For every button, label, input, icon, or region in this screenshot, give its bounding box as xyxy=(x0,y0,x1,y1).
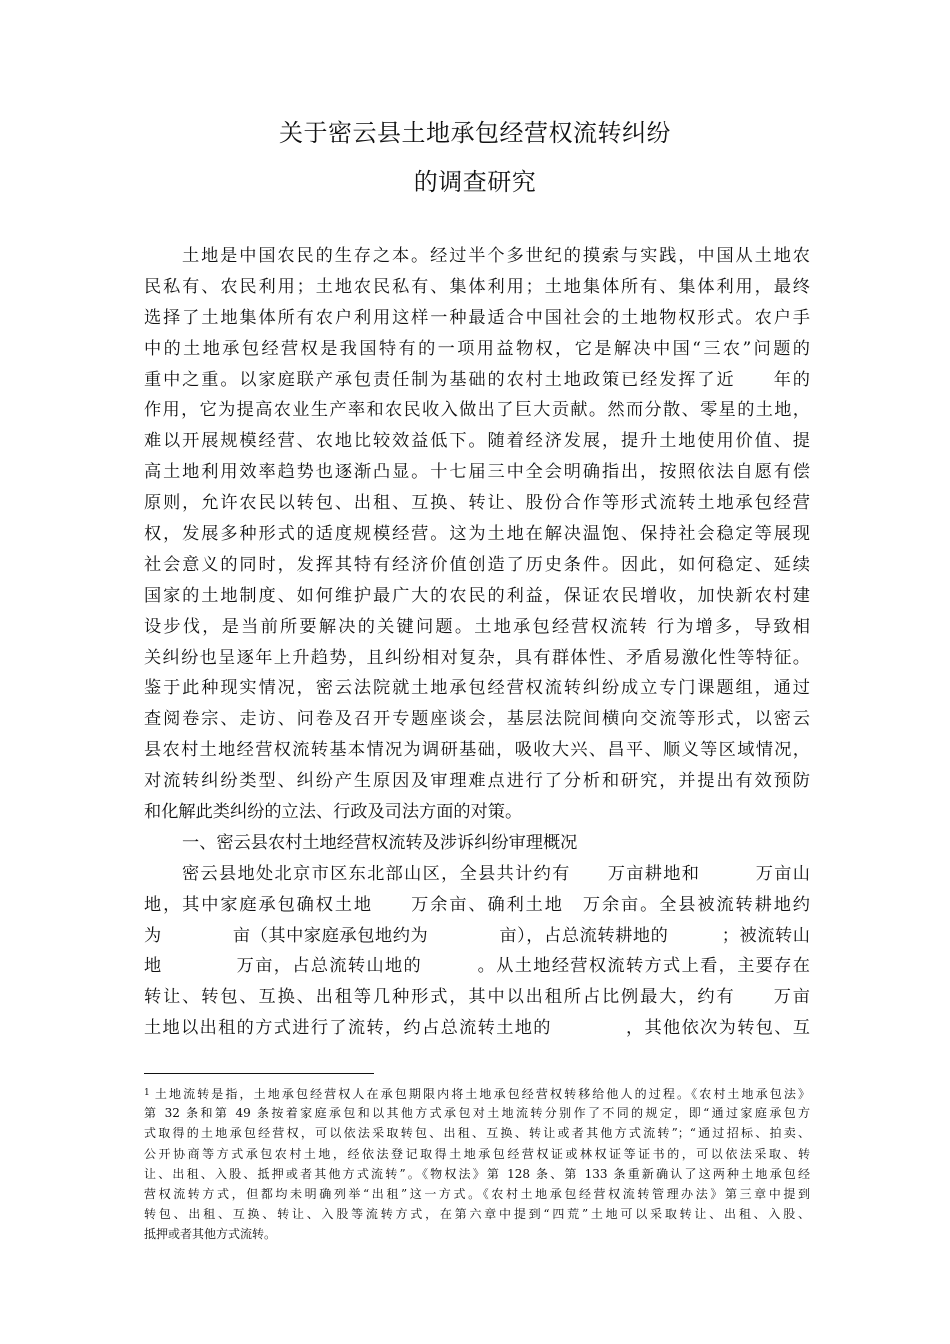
document-body xyxy=(144,241,810,1044)
body-line: 县农村土地经营权流转基本情况为调研基础，吸收大兴、昌平、顺义等区域情况， xyxy=(144,740,810,761)
body-line: 转让、转包、互换、出租等几种形式，其中以出租所占比例最大，约有 万亩 xyxy=(144,987,810,1008)
body-line: 选择了土地集体所有农户利用这样一种最适合中国社会的土地物权形式。农户手 xyxy=(144,307,810,328)
footnote-line: 公开协商等方式承包农村土地，经依法登记取得土地承包经营权证或林权证等证书的，可以依法采取、转 xyxy=(144,1146,810,1161)
footnote-line: 转包、出租、互换、转让、入股等流转方式，在第六章中提到“四荒”土地可以采取转让、出租、入股、 xyxy=(144,1207,810,1222)
body-line: 为 亩（其中家庭承包地约为 亩），占总流转耕地的 ；被流转山 xyxy=(144,925,810,946)
body-line: 重中之重。以家庭联产承包责任制为基础的农村土地政策已经发挥了近 年的 xyxy=(144,369,810,390)
body-line: 地，其中家庭承包确权土地 万余亩、确利土地 万余亩。全县被流转耕地约 xyxy=(144,894,810,915)
body-line: 社会意义的同时，发挥其特有经济价值创造了历史条件。因此，如何稳定、延续 xyxy=(144,554,810,575)
body-line: 高土地利用效率趋势也逐渐凸显。十七届三中全会明确指出，按照依法自愿有偿 xyxy=(144,462,810,483)
footnote-line: 第 32 条和第 49 条按着家庭承包和以其他方式承包对土地流转分别作了不同的规定，即“通过家庭承包方 xyxy=(144,1106,810,1121)
footnote-line: 式取得的土地承包经营权，可以依法采取转包、出租、互换、转让或者其他方式流转”；“通过招标、拍卖、 xyxy=(144,1126,810,1141)
footnote-separator xyxy=(144,1073,374,1074)
body-line: 设步伐，是当前所要解决的关键问题。土地承包经营权流转 行为增多，导致相 xyxy=(144,616,810,637)
body-line: 中的土地承包经营权是我国特有的一项用益物权，它是解决中国“三农”问题的 xyxy=(144,338,810,359)
body-line: 难以开展规模经营、农地比较效益低下。随着经济发展，提升土地使用价值、提 xyxy=(144,431,810,452)
body-line: 和化解此类纠纷的立法、行政及司法方面的对策。 xyxy=(144,802,523,823)
document-title-line-1: 关于密云县土地承包经营权流转纠纷 xyxy=(279,119,671,147)
footnote-line: 抵押或者其他方式流转。 xyxy=(144,1227,277,1242)
body-line: 权，发展多种形式的适度规模经营。这为土地在解决温饱、保持社会稳定等展现 xyxy=(144,524,810,545)
body-line: 土地是中国农民的生存之本。经过半个多世纪的摸索与实践，中国从土地农 xyxy=(182,246,810,266)
footnote-line xyxy=(144,1083,810,1103)
footnote-line: 让、出租、入股、抵押或者其他方式流转”。《物权法》第 128 条、第 133 条重新确认了这两种土地承包经 xyxy=(144,1166,810,1181)
body-line: 原则，允许农民以转包、出租、互换、转让、股份合作等形式流转土地承包经营 xyxy=(144,493,810,514)
body-line: 作用，它为提高农业生产率和农民收入做出了巨大贡献。然而分散、零星的土地， xyxy=(144,400,810,421)
body-line: 对流转纠纷类型、纠纷产生原因及审理难点进行了分析和研究，并提出有效预防 xyxy=(144,771,810,792)
footnote-marker: 1 xyxy=(144,1088,150,1098)
footnote xyxy=(144,1083,810,1245)
body-line: 关纠纷也呈逐年上升趋势，且纠纷相对复杂，具有群体性、矛盾易激化性等特征。 xyxy=(144,647,810,668)
body-line: 地 万亩，占总流转山地的 。从土地经营权流转方式上看，主要存在 xyxy=(144,956,810,977)
body-line: 民私有、农民利用；土地农民私有、集体利用；土地集体所有、集体利用，最终 xyxy=(144,276,810,297)
body-line: 密云县地处北京市区东北部山区，全县共计约有 万亩耕地和 万亩山 xyxy=(182,863,810,884)
footnote-line-text: 土地流转是指，土地承包经营权人在承包期限内将土地承包经营权转移给他人的过程。《农村土地承包法》 xyxy=(152,1087,810,1101)
body-line: 土地以出租的方式进行了流转，约占总流转土地的 ，其他依次为转包、互 xyxy=(144,1018,810,1039)
body-line: 查阅卷宗、走访、问卷及召开专题座谈会，基层法院间横向交流等形式，以密云 xyxy=(144,709,810,730)
footnote-line: 营权流转方式，但都均未明确列举“出租”这一方式。《农村土地承包经营权流转管理办法》第三章中提到 xyxy=(144,1186,810,1201)
body-line: 鉴于此种现实情况，密云法院就土地承包经营权流转纠纷成立专门课题组，通过 xyxy=(144,678,810,699)
document-title-line-2: 的调查研究 xyxy=(413,168,537,196)
body-line: 国家的土地制度、如何维护最广大的农民的利益，保证农民增收，加快新农村建 xyxy=(144,585,810,606)
section-heading: 一、密云县农村土地经营权流转及涉诉纠纷审理概况 xyxy=(182,832,578,853)
